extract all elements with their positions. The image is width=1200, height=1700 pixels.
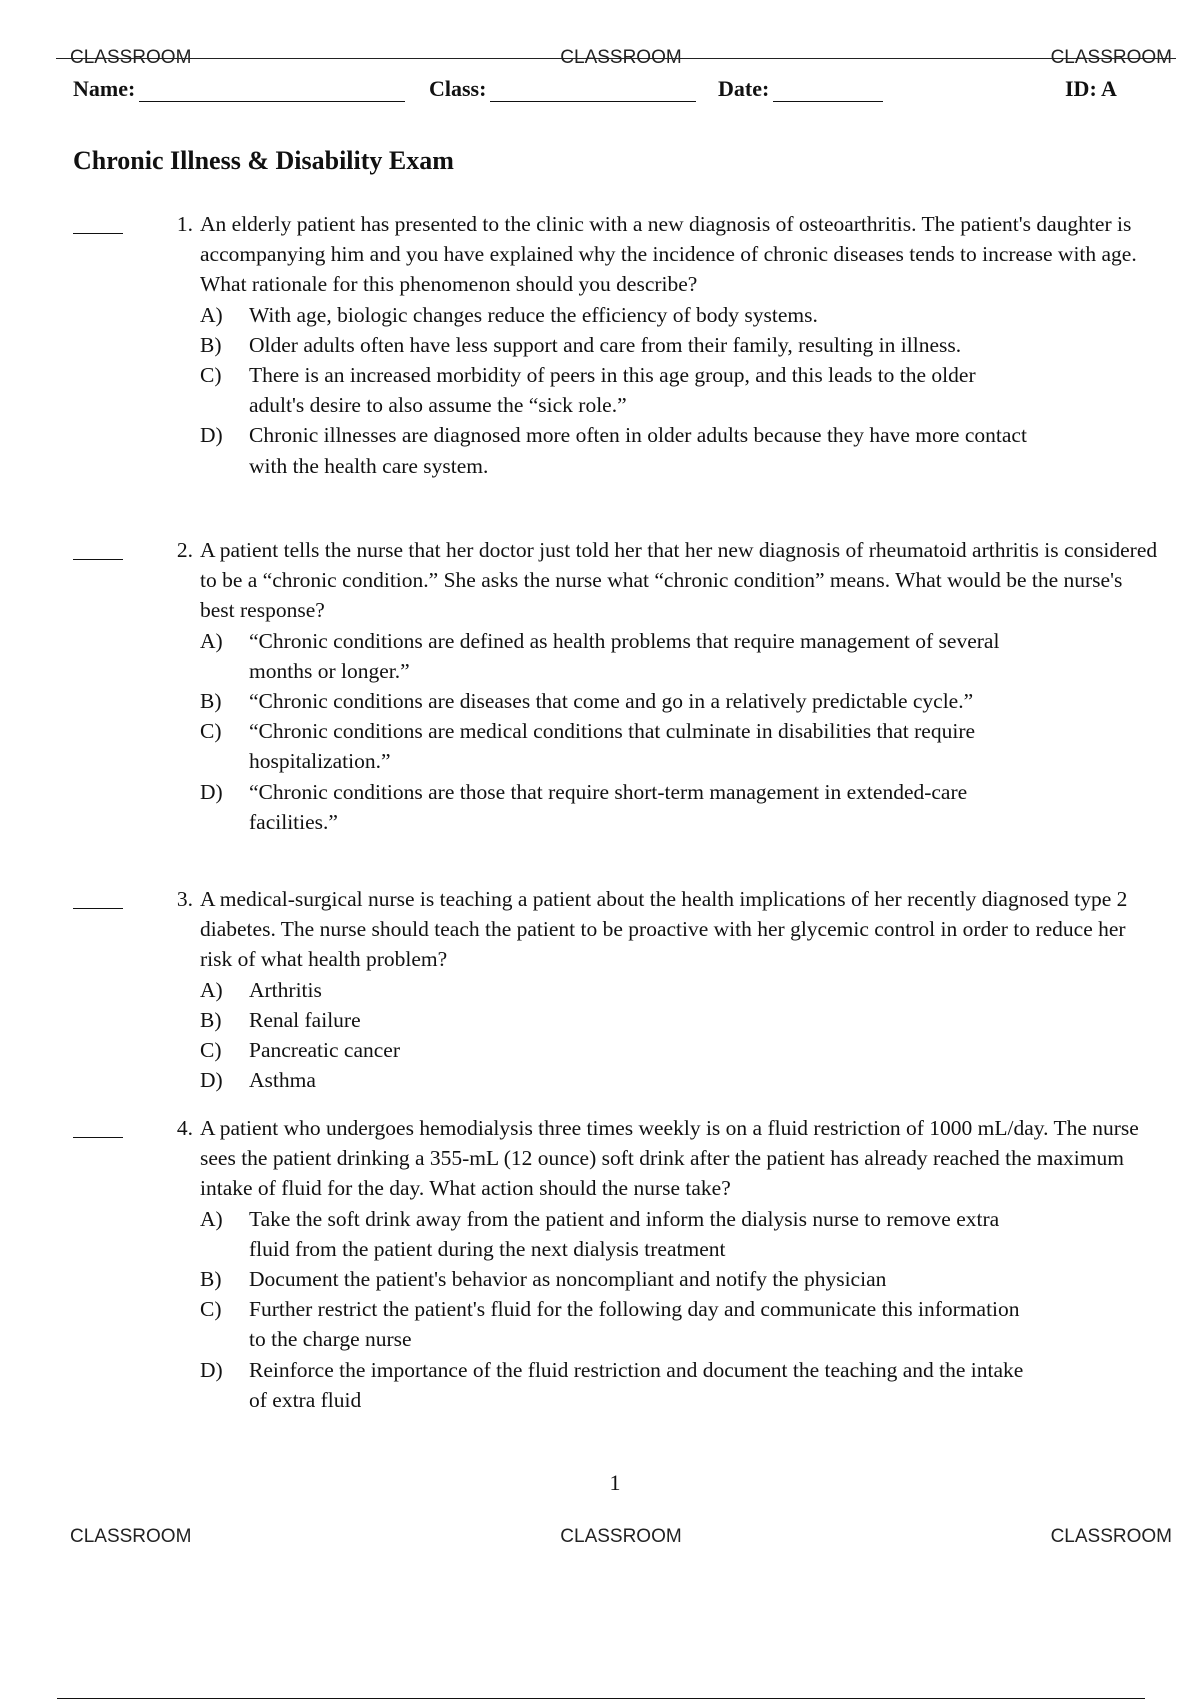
class-blank[interactable] bbox=[490, 81, 696, 102]
exam-id: ID: A bbox=[1065, 76, 1117, 101]
question-stem: A patient who undergoes hemodialysis three times weekly is on a fluid restriction of 1000 mL/day. The nurse sees the patient drinking a 355-mL (12 ounce) soft drink after the patient has already reached the maximum intake of fluid for the day. What action should the nurse take? bbox=[200, 1116, 1139, 1201]
answer-options bbox=[200, 1204, 1163, 1415]
question-number: 4. bbox=[176, 1116, 193, 1140]
answer-option[interactable] bbox=[200, 975, 1030, 1005]
question-4 bbox=[73, 1113, 1163, 1415]
top-watermark-row bbox=[70, 47, 1172, 69]
option-letter: C) bbox=[200, 363, 222, 388]
option-text: Further restrict the patient's fluid for the following day and communicate this information to the charge nurse bbox=[249, 1297, 1020, 1352]
option-text: Chronic illnesses are diagnosed more often in older adults because they have more contact with the health care system. bbox=[249, 423, 1027, 478]
option-letter: A) bbox=[200, 1206, 223, 1231]
option-text: Document the patient's behavior as noncompliant and notify the physician bbox=[249, 1267, 887, 1292]
answer-blank[interactable] bbox=[73, 1115, 123, 1138]
answer-option[interactable] bbox=[200, 1294, 1030, 1354]
answer-blank[interactable] bbox=[73, 886, 123, 909]
answer-option[interactable] bbox=[200, 777, 1030, 837]
question-number: 3. bbox=[176, 887, 193, 911]
option-letter: D) bbox=[200, 1068, 223, 1093]
question-1 bbox=[73, 209, 1163, 481]
answer-option[interactable] bbox=[200, 626, 1030, 686]
exam-title: Chronic Illness & Disability Exam bbox=[73, 146, 454, 175]
answer-option[interactable] bbox=[200, 360, 1030, 420]
answer-option[interactable] bbox=[200, 716, 1030, 776]
answer-options bbox=[200, 626, 1163, 837]
answer-blank[interactable] bbox=[73, 211, 123, 234]
answer-option[interactable] bbox=[200, 1035, 1030, 1065]
name-field bbox=[73, 76, 405, 102]
option-text: Older adults often have less support and care from their family, resulting in illness. bbox=[249, 332, 962, 357]
option-letter: C) bbox=[200, 1038, 222, 1063]
date-field bbox=[718, 76, 883, 102]
option-text: Take the soft drink away from the patient and inform the dialysis nurse to remove extra fluid from the patient during the next dialysis treatment bbox=[249, 1206, 1000, 1261]
option-text: Renal failure bbox=[249, 1007, 361, 1032]
option-text: Reinforce the importance of the fluid restriction and document the teaching and the intake of extra fluid bbox=[249, 1357, 1024, 1412]
date-label: Date: bbox=[718, 76, 770, 101]
answer-option[interactable] bbox=[200, 686, 1030, 716]
option-letter: D) bbox=[200, 1357, 223, 1382]
option-text: Pancreatic cancer bbox=[249, 1038, 400, 1063]
answer-option[interactable] bbox=[200, 1065, 1030, 1095]
option-letter: B) bbox=[200, 332, 222, 357]
watermark-text: CLASSROOM bbox=[560, 1526, 682, 1547]
option-letter: D) bbox=[200, 779, 223, 804]
option-letter: B) bbox=[200, 1007, 222, 1032]
exam-header bbox=[73, 76, 1117, 106]
option-letter: A) bbox=[200, 628, 223, 653]
watermark-text: CLASSROOM bbox=[1050, 1526, 1172, 1547]
option-text: “Chronic conditions are those that require short-term management in extended-care facilities.” bbox=[249, 779, 968, 834]
option-text: “Chronic conditions are defined as health problems that require management of several months or longer.” bbox=[249, 628, 1000, 683]
answer-options bbox=[200, 975, 1163, 1096]
option-text: “Chronic conditions are medical conditions that culminate in disabilities that require hospitalization.” bbox=[249, 719, 976, 774]
option-letter: C) bbox=[200, 719, 222, 744]
answer-option[interactable] bbox=[200, 300, 1030, 330]
name-label: Name: bbox=[73, 76, 136, 101]
question-stem: A medical-surgical nurse is teaching a patient about the health implications of her recently diagnosed type 2 diabetes. The nurse should teach the patient to be proactive with her glycemic control in order to reduce her risk of what health problem? bbox=[200, 887, 1128, 972]
option-letter: A) bbox=[200, 302, 223, 327]
answer-option[interactable] bbox=[200, 1005, 1030, 1035]
watermark-text: CLASSROOM bbox=[560, 47, 682, 68]
bottom-rule bbox=[57, 1698, 1145, 1699]
answer-option[interactable] bbox=[200, 1264, 1030, 1294]
option-text: “Chronic conditions are diseases that come and go in a relatively predictable cycle.” bbox=[249, 689, 974, 714]
answer-option[interactable] bbox=[200, 330, 1030, 360]
question-number: 2. bbox=[176, 538, 193, 562]
option-text: Asthma bbox=[249, 1068, 316, 1093]
question-stem: A patient tells the nurse that her doctor just told her that her new diagnosis of rheumatoid arthritis is considered to be a “chronic condition.” She asks the nurse what “chronic condition” means. What would be the nurse's best response? bbox=[200, 538, 1158, 623]
option-text: Arthritis bbox=[249, 977, 322, 1002]
option-letter: A) bbox=[200, 977, 223, 1002]
answer-options bbox=[200, 300, 1163, 481]
name-blank[interactable] bbox=[139, 81, 405, 102]
option-text: With age, biologic changes reduce the efficiency of body systems. bbox=[249, 302, 818, 327]
question-number: 1. bbox=[176, 212, 193, 236]
class-field bbox=[429, 76, 696, 102]
answer-option[interactable] bbox=[200, 1355, 1030, 1415]
question-stem: An elderly patient has presented to the clinic with a new diagnosis of osteoarthritis. The patient's daughter is accompanying him and you have explained why the incidence of chronic diseases tends to increase with age. What rationale for this phenomenon should you describe? bbox=[200, 212, 1137, 297]
watermark-text: CLASSROOM bbox=[70, 47, 192, 68]
watermark-text: CLASSROOM bbox=[1050, 47, 1172, 68]
answer-option[interactable] bbox=[200, 420, 1030, 480]
watermark-text: CLASSROOM bbox=[70, 1526, 192, 1547]
option-letter: B) bbox=[200, 689, 222, 714]
option-letter: B) bbox=[200, 1267, 222, 1292]
answer-blank[interactable] bbox=[73, 537, 123, 560]
option-text: There is an increased morbidity of peers in this age group, and this leads to the older adult's desire to also assume the “sick role.” bbox=[249, 363, 976, 418]
question-2 bbox=[73, 535, 1163, 837]
option-letter: C) bbox=[200, 1297, 222, 1322]
page-number: 1 bbox=[609, 1470, 621, 1495]
answer-option[interactable] bbox=[200, 1204, 1030, 1264]
date-blank[interactable] bbox=[773, 81, 883, 102]
option-letter: D) bbox=[200, 423, 223, 448]
bottom-watermark-row bbox=[70, 1526, 1172, 1548]
class-label: Class: bbox=[429, 76, 487, 101]
question-3 bbox=[73, 884, 1163, 1095]
